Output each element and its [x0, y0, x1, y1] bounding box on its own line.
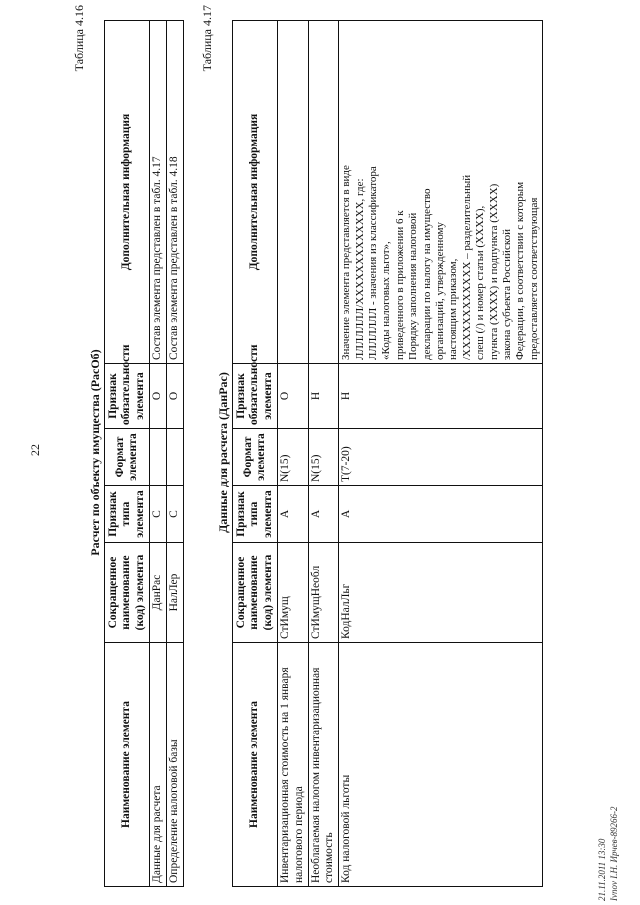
footer-stamp-author: Ivnov I.H. Ирчев-89266-2	[609, 806, 619, 901]
cell-required: О	[150, 364, 167, 429]
header-name: Наименование элемента	[233, 643, 278, 887]
cell-type: А	[339, 486, 543, 543]
header-format: Формат элемента	[233, 429, 278, 486]
table-4-16	[104, 20, 184, 887]
info-line: приведенного в приложении 6 к	[393, 210, 406, 360]
header-required: Признак обязательности элемента	[105, 364, 150, 429]
info-line: ЛЛЛЛЛЛЛ/ХХХХХХХХХХХХХ, где:	[353, 178, 366, 360]
table-header-row	[233, 21, 278, 887]
table-4-16-caption: Расчет по объекту имущества (РасОб)	[88, 349, 102, 556]
cell-code: НалЛер	[166, 543, 183, 643]
header-format: Формат элемента	[105, 429, 150, 486]
cell-code: ДанРас	[150, 543, 167, 643]
table-row	[308, 21, 339, 887]
header-code: Сокращенное наименование (код) элемента	[233, 543, 278, 643]
cell-code: КодНалЛьг	[339, 543, 543, 643]
cell-name: Необлагаемая налогом инвентаризационная стоимость	[308, 643, 339, 887]
header-code: Сокращенное наименование (код) элемента	[105, 543, 150, 643]
info-line: слеш (/) и номер статьи (ХХХХ),	[474, 205, 487, 360]
info-line: Федерации, в соответствии с которым	[514, 181, 527, 360]
info-line: настоящим приказом,	[447, 258, 460, 360]
info-line: Порядку заполнения налоговой	[407, 212, 420, 360]
cell-format	[150, 429, 167, 486]
cell-name: Код налоговой льготы	[339, 643, 543, 887]
cell-info	[278, 21, 309, 364]
table-row	[150, 21, 167, 887]
page-number: 22	[28, 444, 42, 456]
info-line: /ХХХХХХХХХХХХ – разделительный	[460, 174, 473, 360]
footer-stamp-date: 21.11.2011 13:30	[597, 838, 607, 901]
table-header-row	[105, 21, 150, 887]
table-row	[166, 21, 183, 887]
cell-info: Состав элемента представлен в табл. 4.18	[166, 21, 183, 364]
cell-format	[166, 429, 183, 486]
cell-type: С	[150, 486, 167, 543]
info-line: Значение элемента представляется в виде	[340, 165, 353, 360]
header-name: Наименование элемента	[105, 643, 150, 887]
table-4-16-label: Таблица 4.16	[72, 5, 86, 72]
cell-type: А	[278, 486, 309, 543]
cell-name: Данные для расчета	[150, 643, 167, 887]
cell-required: Н	[308, 364, 339, 429]
cell-required: Н	[339, 364, 543, 429]
info-line: пункта (ХХХХ) и подпункта (ХХХХ)	[487, 183, 500, 360]
header-type: Признак типа элемента	[233, 486, 278, 543]
cell-info	[339, 21, 543, 364]
header-info: Дополнительная информация	[233, 21, 278, 364]
cell-required: О	[278, 364, 309, 429]
table-4-17	[232, 20, 543, 887]
table-4-17-label: Таблица 4.17	[200, 5, 214, 72]
info-line: «Коды налоговых льгот»,	[380, 241, 393, 360]
cell-type: А	[308, 486, 339, 543]
info-line: закона субъекта Российской	[501, 228, 514, 360]
table-row	[339, 21, 543, 887]
cell-code: СтИмущНеобл	[308, 543, 339, 643]
info-line: предоставляется соответствующая	[527, 197, 540, 360]
cell-format: N(15)	[278, 429, 309, 486]
header-required: Признак обязательности элемента	[233, 364, 278, 429]
cell-format: N(15)	[308, 429, 339, 486]
cell-type: С	[166, 486, 183, 543]
cell-info	[308, 21, 339, 364]
cell-name: Определение налоговой базы	[166, 643, 183, 887]
info-line: организаций, утвержденному	[434, 222, 447, 360]
cell-format: T(7-20)	[339, 429, 543, 486]
info-line: декларации по налогу на имущество	[420, 188, 433, 360]
table-4-17-caption: Данные для расчета (ДанРас)	[216, 372, 230, 533]
cell-info: Состав элемента представлен в табл. 4.17	[150, 21, 167, 364]
info-line: ЛЛЛЛЛЛЛ - значения из классификатора	[367, 166, 379, 360]
cell-required: О	[166, 364, 183, 429]
header-type: Признак типа элемента	[105, 486, 150, 543]
cell-name: Инвентаризационная стоимость на 1 января налогового периода	[278, 643, 309, 887]
table-row	[278, 21, 309, 887]
cell-code: СтИмущ	[278, 543, 309, 643]
header-info: Дополнительная информация	[105, 21, 150, 364]
